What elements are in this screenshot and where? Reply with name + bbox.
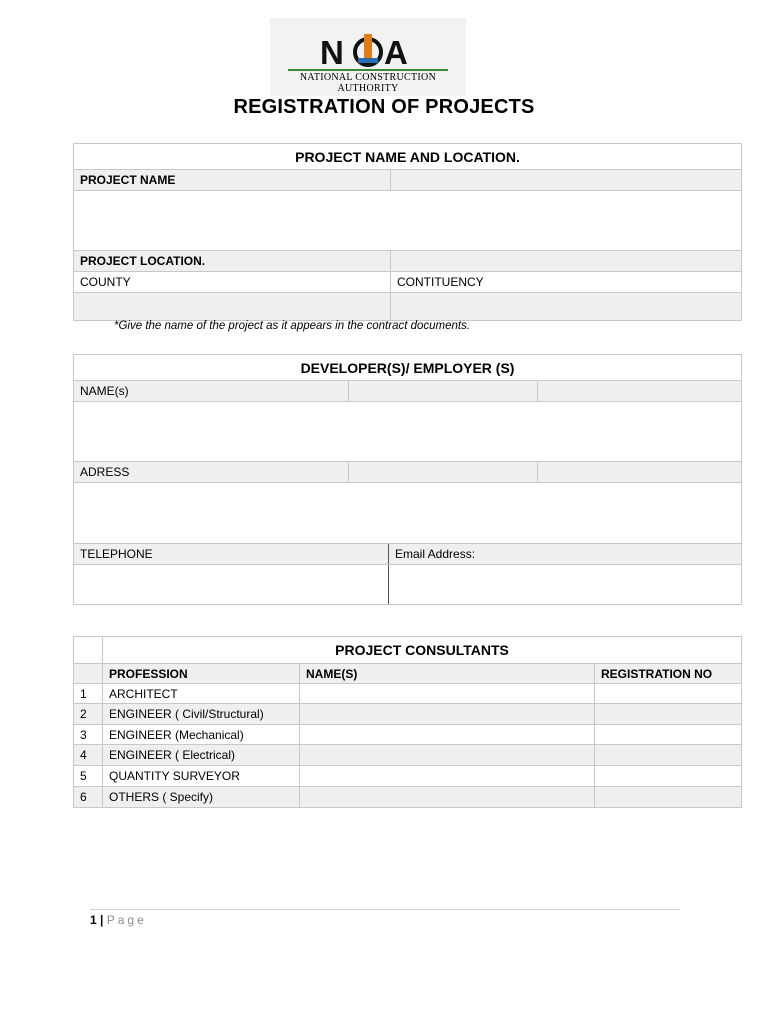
logo-line2: AUTHORITY	[337, 83, 399, 94]
table-row	[74, 684, 742, 704]
email-field[interactable]	[389, 565, 742, 605]
profession-cell: ENGINEER ( Civil/Structural)	[103, 704, 300, 725]
column-header-profession: PROFESSION	[103, 664, 300, 684]
name-cell[interactable]	[300, 766, 595, 787]
registration-no-cell[interactable]	[595, 725, 742, 745]
logo-underline	[288, 69, 448, 71]
page-label: Page	[106, 913, 147, 927]
developer-section-header: DEVELOPER(S)/ EMPLOYER (S)	[74, 355, 742, 381]
developer-address-label-blank-2	[538, 462, 742, 483]
developer-employer-table	[73, 354, 742, 605]
project-name-label-blank	[391, 170, 742, 191]
project-name-field[interactable]	[74, 191, 742, 251]
nca-logo-mark	[318, 32, 418, 68]
name-cell[interactable]	[300, 787, 595, 808]
svg-text:N: N	[320, 34, 344, 68]
project-location-label-blank	[391, 251, 742, 272]
profession-cell: ENGINEER (Mechanical)	[103, 725, 300, 745]
row-number: 3	[74, 725, 103, 745]
project-name-label: PROJECT NAME	[74, 170, 391, 191]
profession-cell: ARCHITECT	[103, 684, 300, 704]
registration-no-cell[interactable]	[595, 766, 742, 787]
page-number: 1	[90, 913, 97, 927]
developer-address-label-blank-1	[349, 462, 538, 483]
county-field[interactable]	[74, 293, 391, 321]
project-location-label: PROJECT LOCATION.	[74, 251, 391, 272]
column-header-names: NAME(S)	[300, 664, 595, 684]
profession-cell: ENGINEER ( Electrical)	[103, 745, 300, 766]
nca-logo	[270, 18, 466, 96]
page-footer	[90, 913, 147, 927]
name-cell[interactable]	[300, 725, 595, 745]
county-label: COUNTY	[74, 272, 391, 293]
column-header-registration-no: REGISTRATION NO	[595, 664, 742, 684]
email-label: Email Address:	[389, 544, 742, 565]
developer-address-label: ADRESS	[74, 462, 349, 483]
project-name-location-table	[73, 143, 742, 321]
row-number: 5	[74, 766, 103, 787]
profession-cell: QUANTITY SURVEYOR	[103, 766, 300, 787]
page-title: REGISTRATION OF PROJECTS	[233, 96, 535, 118]
developer-names-label-blank-2	[538, 381, 742, 402]
consultants-corner-cell	[74, 637, 103, 664]
developer-address-field[interactable]	[74, 483, 742, 544]
developer-names-label-blank-1	[349, 381, 538, 402]
table-row	[74, 766, 742, 787]
footer-divider	[90, 909, 680, 910]
registration-no-cell[interactable]	[595, 787, 742, 808]
name-cell[interactable]	[300, 745, 595, 766]
project-name-note: *Give the name of the project as it appears in the contract documents.	[114, 320, 471, 332]
name-cell[interactable]	[300, 684, 595, 704]
developer-names-label: NAME(s)	[74, 381, 349, 402]
registration-no-cell[interactable]	[595, 704, 742, 725]
registration-no-cell[interactable]	[595, 684, 742, 704]
svg-text:A: A	[384, 34, 408, 68]
consultants-number-header	[74, 664, 103, 684]
telephone-label: TELEPHONE	[74, 544, 389, 565]
table-row	[74, 704, 742, 725]
registration-no-cell[interactable]	[595, 745, 742, 766]
row-number: 4	[74, 745, 103, 766]
project-section-header: PROJECT NAME AND LOCATION.	[74, 144, 742, 170]
constituency-label: CONTITUENCY	[391, 272, 742, 293]
constituency-field[interactable]	[391, 293, 742, 321]
project-consultants-table	[73, 636, 742, 808]
table-row	[74, 787, 742, 808]
profession-cell: OTHERS ( Specify)	[103, 787, 300, 808]
table-row	[74, 725, 742, 745]
table-row	[74, 745, 742, 766]
telephone-field[interactable]	[74, 565, 389, 605]
consultants-section-header: PROJECT CONSULTANTS	[103, 637, 742, 664]
row-number: 2	[74, 704, 103, 725]
developer-names-field[interactable]	[74, 402, 742, 462]
logo-line1: NATIONAL CONSTRUCTION	[299, 72, 437, 83]
footer-separator: |	[100, 913, 104, 927]
row-number: 1	[74, 684, 103, 704]
name-cell[interactable]	[300, 704, 595, 725]
row-number: 6	[74, 787, 103, 808]
